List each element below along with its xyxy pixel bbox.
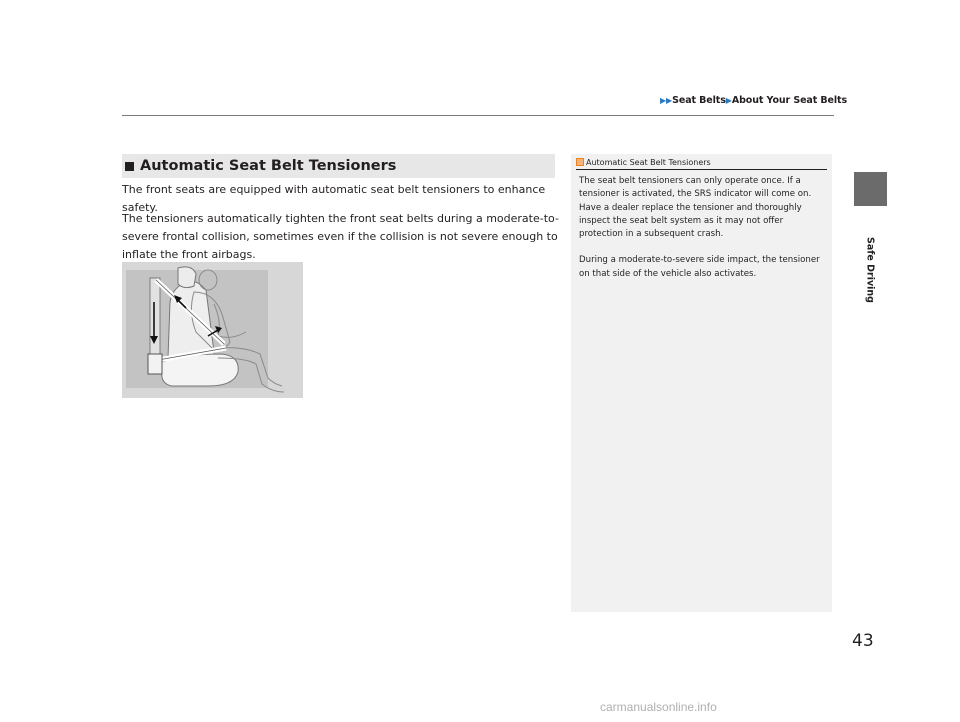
notes-heading-text: Automatic Seat Belt Tensioners [586, 158, 711, 167]
seat-belt-tensioner-illustration-icon [122, 262, 303, 398]
paragraph-2: The tensioners automatically tighten the front seat belts during a moderate-to-severe frontal collision, sometimes even if the collision is not severe enough to inflate the front airbags. [122, 212, 559, 261]
breadcrumb-item-seat-belts[interactable]: Seat Belts [672, 95, 726, 106]
notes-paragraph-2: During a moderate-to-severe side impact, the tensioner on that side of the vehicle also activates. [579, 255, 820, 279]
paragraph-1: The front seats are equipped with automatic seat belt tensioners to enhance safety. [122, 183, 546, 214]
notes-rule [576, 169, 827, 170]
notes-paragraph-1: The seat belt tensioners can only operate once. If a tensioner is activated, the SRS indicator will come on. Have a dealer replace the tensioner and thoroughly inspect the seat belt system as it may not offer protection in a subsequent crash. [579, 176, 812, 240]
watermark: carmanualsonline.info [600, 700, 717, 714]
header-rule [122, 115, 834, 116]
right-arrow-icon: ▶ [725, 96, 732, 105]
side-tab[interactable] [854, 172, 887, 206]
figure-drawing [122, 262, 303, 398]
breadcrumb-item-about-your-seat-belts[interactable]: About Your Seat Belts [731, 95, 848, 106]
side-tab-label: Safe Driving [864, 237, 876, 303]
note-reference-icon [576, 158, 584, 166]
breadcrumb [660, 95, 847, 106]
page-number: 43 [852, 631, 874, 651]
section-header [122, 154, 555, 178]
notes-body [579, 175, 829, 294]
notes-heading [576, 158, 711, 167]
square-bullet-icon [125, 162, 134, 171]
notes-panel [571, 154, 832, 612]
double-right-arrow-icon: ▶▶ [660, 96, 673, 105]
section-title: Automatic Seat Belt Tensioners [140, 158, 397, 174]
